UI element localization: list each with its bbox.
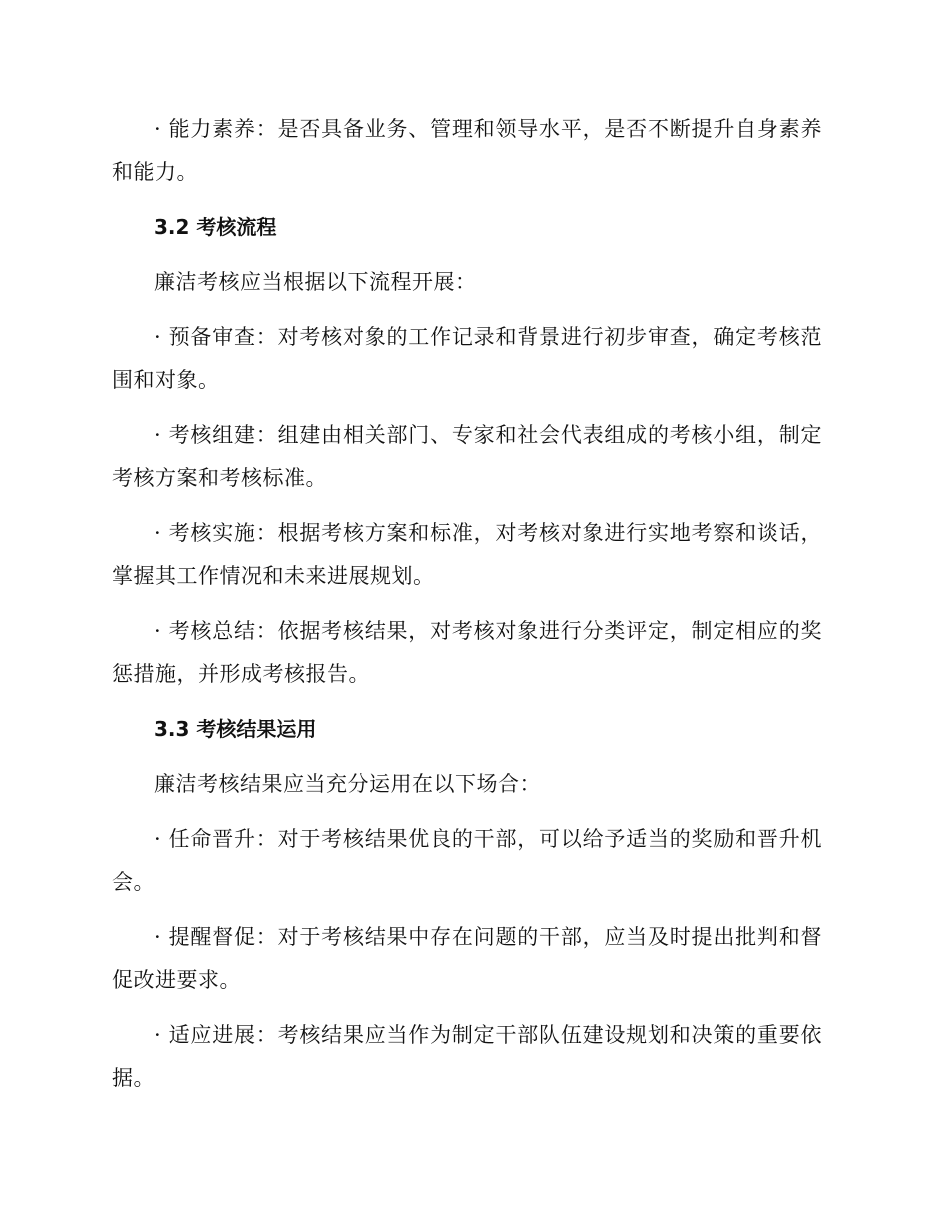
para-summary: · 考核总结：依据考核结果，对考核对象进行分类评定，制定相应的奖惩措施，并形成考核报告。 <box>112 619 822 686</box>
para-ability: · 能力素养：是否具备业务、管理和领导水平，是否不断提升自身素养和能力。 <box>112 117 822 184</box>
para-implementation: · 考核实施：根据考核方案和标准，对考核对象进行实地考察和谈话，掌握其工作情况和未来进展规划。 <box>112 521 822 588</box>
para-process-intro: 廉洁考核应当根据以下流程开展： <box>154 270 477 294</box>
para-promotion: · 任命晋升：对于考核结果优良的干部，可以给予适当的奖励和晋升机会。 <box>112 827 822 894</box>
para-adaptation: · 适应进展：考核结果应当作为制定干部队伍建设规划和决策的重要依据。 <box>112 1023 822 1090</box>
para-team-setup: · 考核组建：组建由相关部门、专家和社会代表组成的考核小组，制定考核方案和考核标准。 <box>112 423 822 490</box>
heading-3-3: 3.3 考核结果运用 <box>154 717 317 741</box>
para-pre-review: · 预备审查：对考核对象的工作记录和背景进行初步审查，确定考核范围和对象。 <box>112 325 822 392</box>
document-body <box>112 108 822 1112</box>
para-results-intro: 廉洁考核结果应当充分运用在以下场合： <box>154 772 541 796</box>
heading-3-2: 3.2 考核流程 <box>154 215 277 239</box>
para-reminder: · 提醒督促：对于考核结果中存在问题的干部，应当及时提出批判和督促改进要求。 <box>112 925 822 992</box>
